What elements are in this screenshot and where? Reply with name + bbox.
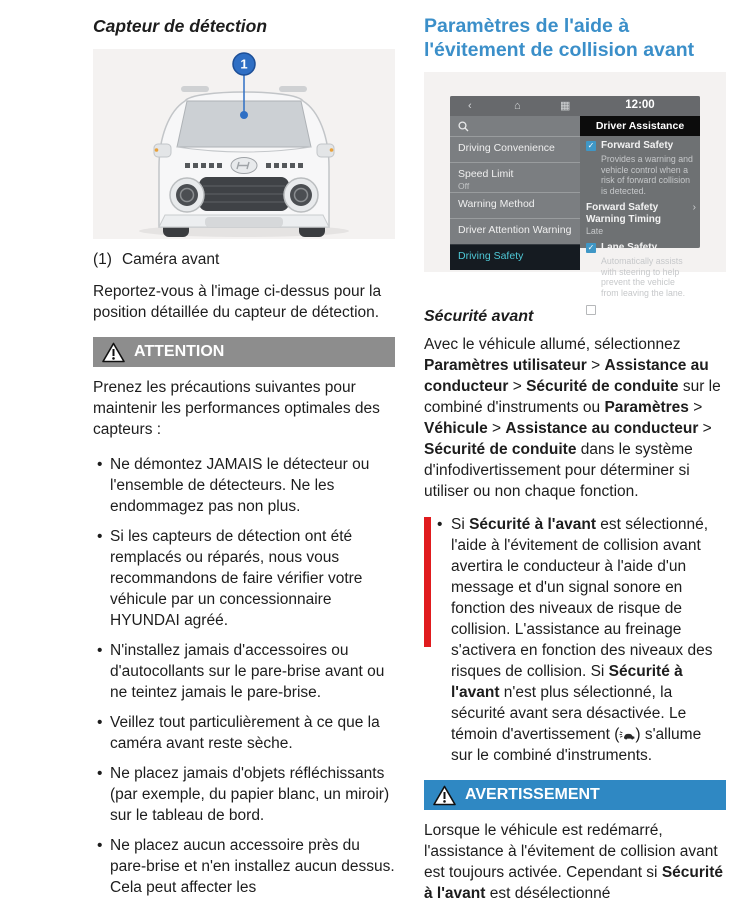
subsection-title-front-safety: Sécurité avant: [424, 308, 534, 325]
warning-triangle-icon: [433, 785, 456, 806]
settings-path-paragraph: Avec le véhicule allumé, sélectionnez Paramètres utilisateur > Assistance au conducteur > Sécurité de conduite sur le combiné d'instruments ou Paramètres > Véhicule > Assistance au conducteur > Sécurité de conduite dans le système d'infodivertissement pour déterminer si utiliser ou non chaque fonction.: [424, 336, 721, 500]
caution-bullet: • Ne placez aucun accessoire près du pare-brise et n'en installez aucun dessus. Cela peut affecter les: [93, 835, 395, 898]
attention-lead: Prenez les précautions suivantes pour maintenir les performances optimales des capteurs :: [93, 379, 380, 438]
panel-title: Driver Assistance: [580, 116, 700, 136]
checkbox-checked-icon: ✓: [587, 141, 595, 150]
setting-description: Automatically assists with steering to help prevent the vehicle from leaving the lane.: [601, 256, 686, 298]
setting-lane-safety: ✓ Lane Safety: [587, 242, 658, 253]
attention-banner: [93, 337, 395, 367]
caption-label: Caméra avant: [121, 251, 220, 268]
section-title-detection-sensor: Capteur de détection: [93, 16, 268, 36]
home-icon: ⌂: [514, 100, 521, 112]
back-icon: ‹: [468, 100, 472, 112]
setting-description: Provides a warning and vehicle control when a risk of forward collision is detected.: [601, 154, 693, 196]
checkbox-unchecked-icon: [586, 305, 596, 315]
intro-paragraph: Reportez-vous à l'image ci-dessus pour la position détaillée du capteur de détection.: [93, 283, 382, 321]
front-camera-figure: [93, 49, 395, 239]
timing-value: Late: [586, 226, 604, 236]
caution-bullet: • Si les capteurs de détection ont été remplacés ou réparés, nous vous recommandons de faire vérifier votre véhicule par un concessionnaire HYUNDAI agréé.: [93, 526, 395, 631]
setting-clipped-row: [580, 300, 700, 315]
search-icon: [450, 116, 580, 136]
speed-limit-value: Off: [458, 181, 470, 191]
menu-item-warning-method: Warning Method: [450, 192, 580, 218]
car-front-illustration: [93, 49, 395, 239]
chevron-right-icon: ›: [692, 202, 696, 213]
caution-bullet: • Ne démontez JAMAIS le détecteur ou l'ensemble de détecteurs. Ne les endommagez pas non plus.: [93, 454, 395, 517]
section-title-fca-settings: Paramètres de l'aide à l'évitement de collision avant: [424, 15, 695, 61]
avertissement-body: Lorsque le véhicule est redémarré, l'assistance à l'évitement de collision avant est toujours activée. Cependant si Sécurité à l'avant est désélectionné: [424, 822, 723, 902]
driver-assistance-panel: [580, 116, 700, 298]
menu-grid-icon: ▦: [560, 100, 571, 112]
attention-bullet-list: [93, 454, 395, 898]
settings-menu: [450, 116, 580, 262]
setting-forward-safety: ✓ Forward Safety: [587, 140, 674, 151]
figure-caption: [93, 251, 395, 269]
infotainment-screenshot: [424, 72, 726, 298]
avertissement-banner: [424, 780, 726, 810]
clock-label: 12:00: [625, 99, 655, 111]
infotainment-screen: [450, 96, 700, 298]
checkbox-checked-icon: ✓: [587, 243, 595, 252]
menu-item-driving-convenience: Driving Convenience: [450, 136, 580, 162]
attention-title: ATTENTION: [134, 343, 225, 360]
warning-triangle-icon: [102, 342, 125, 363]
caution-bullet: • N'installez jamais d'accessoires ou d'autocollants sur le pare-brise avant ou ne teintez jamais le pare-brise.: [93, 640, 395, 703]
callout-number-label: 1: [240, 56, 248, 72]
front-safety-bullet-block: [424, 514, 726, 766]
front-safety-bullet: • Si Sécurité à l'avant est sélectionné, l'aide à l'évitement de collision avant avertira le conducteur à l'aide d'un message et d'un signal sonore en fonction des niveaux de risque de collision. L'assistance au freinage s'activera en fonction des niveaux des risques de collision. Si Sécurité à l'avant n'est plus sélectionné, la sécurité avant sera désactivée. Le témoin d'avertissement ( ) s'allume sur le combiné d'instruments.: [424, 514, 726, 766]
forward-collision-warning-lamp-icon: [619, 726, 635, 743]
infotainment-status-bar: [450, 96, 700, 116]
menu-item-driver-attention-warning: Driver Attention Warning: [450, 218, 580, 244]
left-column: [93, 14, 395, 916]
caution-bullet: • Ne placez jamais d'objets réfléchissants (par exemple, du papier blanc, un miroir) sur le tableau de bord.: [93, 763, 395, 826]
caption-number: (1): [93, 251, 112, 268]
setting-forward-safety-warning-timing: Forward Safety Warning Timing ›: [586, 202, 696, 225]
menu-item-driving-safety: Driving Safety: [450, 244, 580, 270]
menu-item-speed-limit: Speed Limit Off: [450, 162, 580, 192]
right-column: [424, 14, 726, 916]
caution-bullet: • Veillez tout particulièrement à ce que la caméra avant reste sèche.: [93, 712, 395, 754]
avertissement-title: AVERTISSEMENT: [465, 786, 600, 803]
